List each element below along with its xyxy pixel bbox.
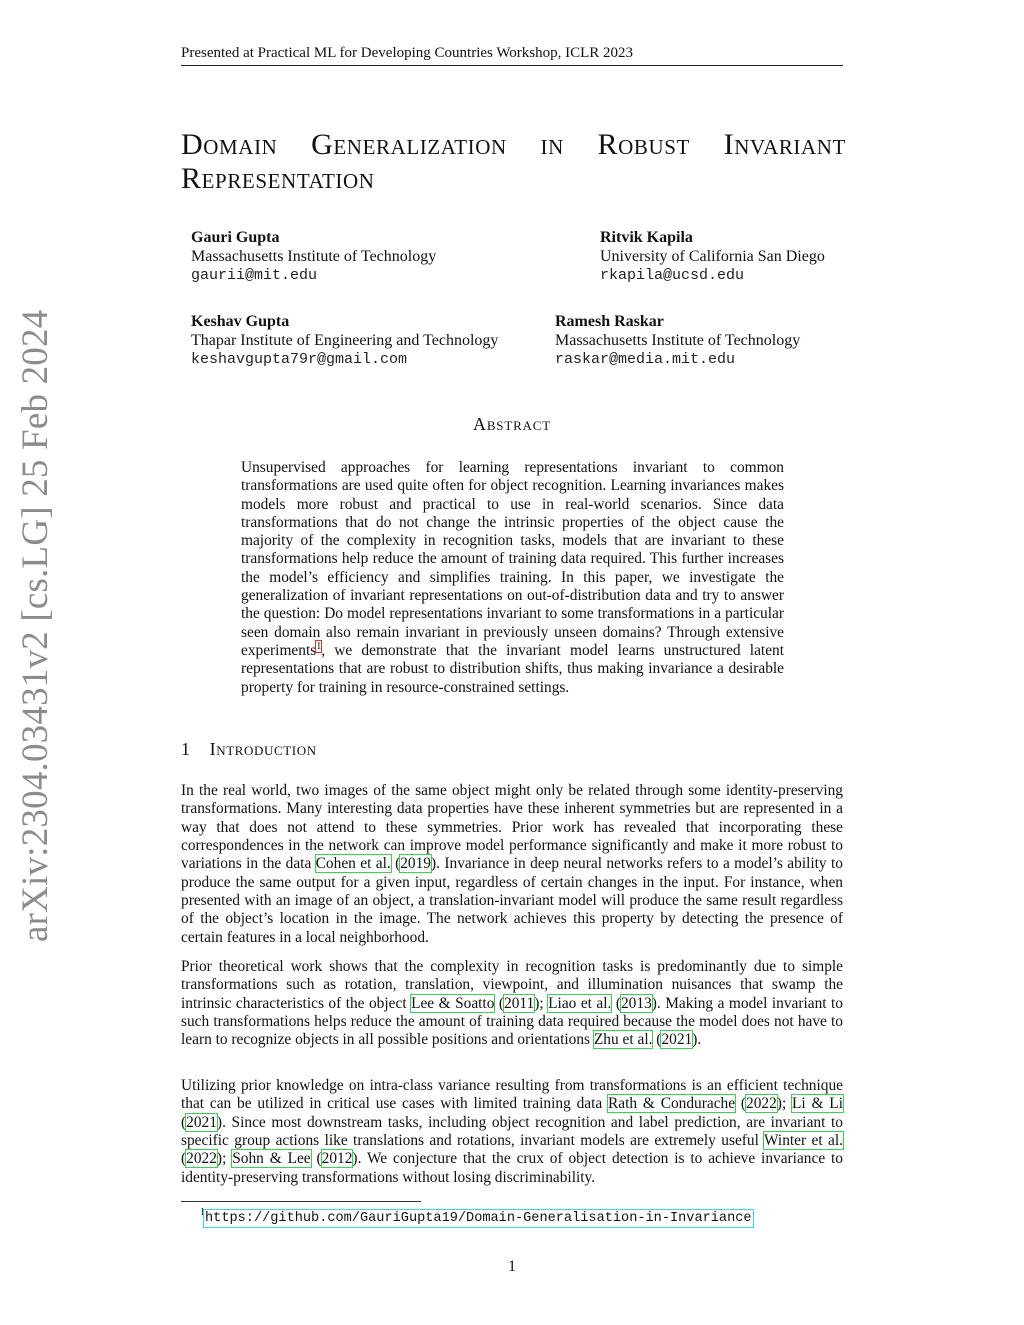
- paragraph-text: . Invariance in deep neural networks refers to a model’s ability to produce the same output for a given input, regardless of certain changes in the input. For instance, when presented with an image of an object, a translation-invariant model will produce the same result regardless of the object’s location in the image. The network achieves this property by detecting the presence of certain features in a local neighborhood.: [181, 855, 843, 946]
- citation-year-link[interactable]: 2011: [504, 994, 535, 1012]
- author-name: Ramesh Raskar: [555, 313, 664, 330]
- abstract-text-part1: Unsupervised approaches for learning representations invariant to common transformations are used quite often for object recognition. Learning invariances makes models more robust and practical to use in real-world scenarios. Since data transformations that do not change the intrinsic properties of the object cause the majority of the complexity in recognition tasks, models that are invariant to these transformations help reduce the amount of training data required. This further increases the model’s efficiency and simplifies training. In this paper, we investigate the generalization of invariant representations on out-of-distribution data and try to answer the question: Do model representations invariant to some transformations in a particular seen domain also remain invariant in previously unseen domains? Through extensive experiments: [241, 459, 784, 659]
- intro-paragraph-2: Prior theoretical work shows that the complexity in recognition tasks is predominantly due to simple transformations such as rotation, translation, viewpoint, and illumination nuisances that swamp the intrinsic characteristics of the object Lee & Soatto (2011); Liao et al. (2013). Making a model invariant to such transformations helps reduce the amount of training data required because the model does not have to learn to recognize objects in all possible positions and orientations Zhu et al. (2021).: [181, 958, 843, 1049]
- footnote-rule: [181, 1201, 421, 1202]
- footnote-mark: 1: [200, 1207, 205, 1218]
- citation-separator: ;: [222, 1150, 233, 1168]
- citation-year-link[interactable]: 2019: [400, 855, 431, 873]
- intro-paragraph-3: Utilizing prior knowledge on intra-class variance resulting from transformations is an efficient technique that can be utilized in critical use cases with limited training data Rath & Condurache (2022); Li & Li (2021). Since most downstream tasks, including object recognition and label prediction, are invariant to specific group actions like translations and rotations, invariant models are extremely useful Winter et al. (2022); Sohn & Lee (2012). We conjecture that the crux of object detection is to achieve invariance to identity-preserving transformations without losing discriminability.: [181, 1077, 844, 1186]
- author-affiliation: Massachusetts Institute of Technology: [555, 332, 801, 349]
- citation-link[interactable]: Sohn & Lee: [232, 1150, 311, 1168]
- citation-year-link[interactable]: 2021: [186, 1113, 217, 1131]
- citation-link[interactable]: Lee & Soatto: [411, 994, 495, 1012]
- citation-year-link[interactable]: 2022: [746, 1095, 777, 1113]
- citation-link[interactable]: Rath & Condurache: [608, 1095, 736, 1113]
- citation-link[interactable]: Winter et al.: [764, 1132, 844, 1150]
- author-name: Keshav Gupta: [191, 313, 290, 330]
- abstract-text-part2: , we demonstrate that the invariant model learns unstructured latent representations that are robust to distribution shifts, thus making invariance a desirable property for training in resource-constrained settings.: [241, 641, 784, 696]
- page-number: 1: [508, 1258, 516, 1275]
- author-block-1: [191, 228, 436, 285]
- author-email[interactable]: keshavgupta79r@gmail.com: [191, 351, 408, 368]
- author-email[interactable]: rkapila@ucsd.edu: [600, 267, 745, 284]
- intro-paragraph-1: In the real world, two images of the same object might only be related through some identity-preserving transformations. Many interesting data properties have these inherent symmetries but are represented in a way that does not attend to these symmetries. Prior work has revealed that incorporating these correspondences in the network can improve model performance significantly and make it more robust to variations in the data Cohen et al. (2019). Invariance in deep neural networks refers to a model’s ability to produce the same output for a given input, regardless of certain changes in the input. For instance, when presented with an image of an object, a translation-invariant model will produce the same result regardless of the object’s location in the image. The network achieves this property by detecting the presence of certain features in a local neighborhood.: [181, 782, 843, 946]
- paragraph-text: Prior theoretical work shows that the complexity in recognition tasks is predominantly due to simple transformations such as rotation, translation, viewpoint, and illumination nuisances that swamp the intrinsic characteristics of the object: [181, 958, 843, 1012]
- author-block-4: [555, 312, 800, 369]
- paragraph-text: . We conjecture that the crux of object detection is to achieve invariance to identity-preserving transformations without losing discriminability.: [181, 1150, 843, 1186]
- author-affiliation: University of California San Diego: [600, 248, 825, 265]
- paragraph-text: Utilizing prior knowledge on intra-class variance resulting from transformations is an efficient technique that can be utilized in critical use cases with limited training data: [181, 1077, 843, 1113]
- citation-link[interactable]: Liao et al.: [548, 994, 612, 1012]
- footnote-url-link[interactable]: https://github.com/GauriGupta19/Domain-Generalisation-in-Invariance: [205, 1210, 752, 1226]
- paragraph-text: . Since most downstream tasks, including object recognition and label prediction, are invariant to specific group actions like translations and rotations, invariant models are extremely useful: [181, 1113, 843, 1150]
- citation-year-link[interactable]: 2022: [186, 1150, 217, 1168]
- author-affiliation: Thapar Institute of Engineering and Technology: [191, 332, 499, 349]
- paragraph-text: . Making a model invariant to such transformations helps reduce the amount of training data required because the model does not have to learn to recognize objects in all possible positions and orientations: [181, 994, 843, 1049]
- author-block-3: [191, 312, 498, 369]
- citation-year-link[interactable]: 2021: [661, 1031, 693, 1049]
- citation-link[interactable]: Zhu et al.: [593, 1031, 653, 1049]
- abstract-heading: Abstract: [473, 414, 551, 434]
- section-heading: [181, 739, 317, 760]
- author-block-2: [600, 228, 825, 285]
- author-affiliation: Massachusetts Institute of Technology: [191, 248, 437, 265]
- arxiv-stamp: arXiv:2304.03431v2 [cs.LG] 25 Feb 2024: [15, 309, 56, 942]
- author-name: Gauri Gupta: [191, 229, 280, 246]
- citation-separator: ;: [539, 994, 549, 1012]
- citation-separator: ;: [781, 1095, 793, 1113]
- author-name: Ritvik Kapila: [600, 229, 693, 246]
- section-title: Introduction: [209, 739, 317, 759]
- footnote: [200, 1207, 752, 1226]
- citation-link[interactable]: Li & Li: [792, 1095, 843, 1113]
- paragraph-text: .: [697, 1031, 702, 1049]
- paper-title: Domain Generalization in Robust Invariant Representation: [181, 128, 846, 195]
- abstract-body: [241, 459, 784, 697]
- citation-link[interactable]: Cohen et al.: [315, 855, 391, 873]
- running-header: Presented at Practical ML for Developing Countries Workshop, ICLR 2023: [181, 45, 843, 66]
- author-email[interactable]: raskar@media.mit.edu: [555, 351, 736, 368]
- citation-year-link[interactable]: 2013: [620, 994, 652, 1012]
- section-number: 1: [181, 739, 191, 759]
- citation-year-link[interactable]: 2012: [321, 1150, 353, 1168]
- author-email[interactable]: gaurii@mit.edu: [191, 267, 318, 284]
- footnote-link[interactable]: 1: [316, 640, 322, 652]
- paragraph-text: In the real world, two images of the same object might only be related through some identity-preserving transformations. Many interesting data properties have these inherent symmetries but are represented in a way that does not attend to these symmetries. Prior work has revealed that incorporating these correspondences in the network can improve model performance significantly and make it more robust to variations in the data: [181, 782, 843, 873]
